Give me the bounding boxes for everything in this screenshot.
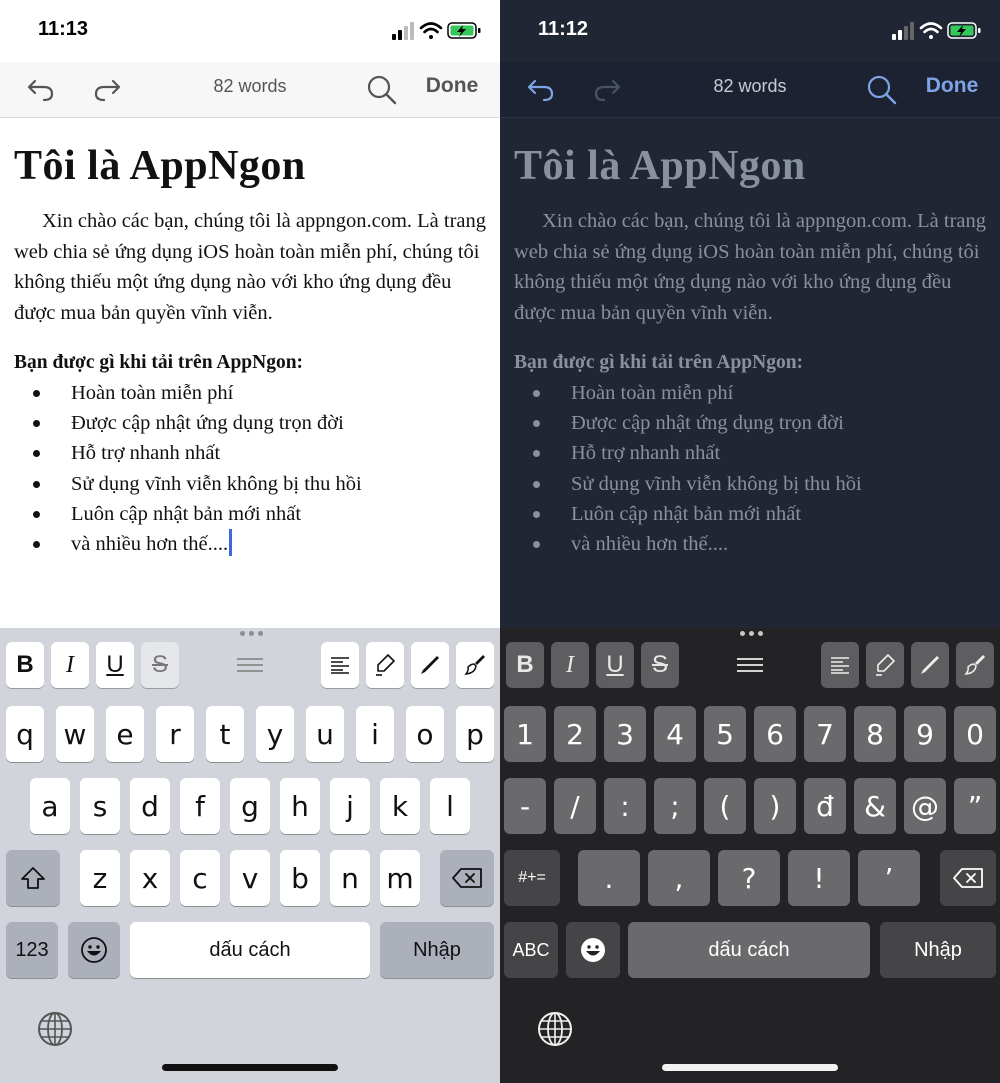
pen-button[interactable] bbox=[911, 642, 949, 688]
align-left-icon bbox=[330, 656, 350, 674]
document-paragraph: Xin chào các bạn, chúng tôi là appngon.com. Là trang web chia sẻ ứng dụng iOS hoàn toàn miễn phí, chúng tôi không thiếu một ứng dụng nào với kho ứng dụng đều được mua bản quyền vĩnh viễn. bbox=[14, 210, 487, 324]
key-o[interactable]: o bbox=[406, 706, 444, 762]
wifi-icon bbox=[921, 24, 941, 40]
list-item: Được cập nhật ứng dụng trọn đời bbox=[514, 408, 994, 438]
key-x[interactable]: x bbox=[130, 850, 170, 906]
bold-button[interactable]: B bbox=[6, 642, 44, 688]
highlight-button[interactable] bbox=[866, 642, 904, 688]
list-item: Luôn cập nhật bản mới nhất bbox=[14, 499, 494, 529]
key-comma[interactable]: , bbox=[648, 850, 710, 906]
document-subheading: Bạn được gì khi tải trên AppNgon: bbox=[514, 352, 804, 373]
undo-icon bbox=[24, 77, 56, 103]
undo-button[interactable] bbox=[20, 70, 60, 110]
status-icons bbox=[390, 20, 490, 42]
key-slash[interactable]: / bbox=[554, 778, 596, 834]
pen-icon bbox=[919, 654, 941, 676]
highlighter-icon bbox=[374, 653, 396, 677]
key-at[interactable]: @ bbox=[904, 778, 946, 834]
key-j[interactable]: j bbox=[330, 778, 370, 834]
bullet-dot bbox=[33, 541, 40, 548]
return-key[interactable]: Nhập bbox=[380, 922, 494, 978]
done-button[interactable]: Done bbox=[925, 74, 979, 97]
redo-button[interactable] bbox=[588, 70, 628, 110]
list-item: Hoàn toàn miễn phí bbox=[514, 378, 994, 408]
redo-icon bbox=[592, 77, 624, 103]
key-e[interactable]: e bbox=[106, 706, 144, 762]
wifi-icon bbox=[421, 24, 441, 40]
backspace-icon bbox=[952, 867, 984, 889]
emoji-key[interactable] bbox=[566, 922, 620, 978]
search-icon bbox=[366, 74, 398, 106]
key-p[interactable]: p bbox=[456, 706, 494, 762]
list-item: Được cập nhật ứng dụng trọn đời bbox=[14, 408, 494, 438]
key-apostrophe[interactable]: ’ bbox=[858, 850, 920, 906]
key-r[interactable]: r bbox=[156, 706, 194, 762]
home-indicator bbox=[662, 1064, 838, 1071]
bullet-dot bbox=[33, 420, 40, 427]
shift-key[interactable] bbox=[6, 850, 60, 906]
menu-lines-icon bbox=[736, 657, 764, 673]
editor-toolbar bbox=[500, 62, 1000, 118]
signal-icon bbox=[892, 22, 914, 40]
pen-button[interactable] bbox=[411, 642, 449, 688]
keyboard bbox=[500, 628, 1000, 1083]
key-y[interactable]: y bbox=[256, 706, 294, 762]
key-4[interactable]: 4 bbox=[654, 706, 696, 762]
key-semicolon[interactable]: ; bbox=[654, 778, 696, 834]
emoji-icon bbox=[579, 936, 607, 964]
key-b[interactable]: b bbox=[280, 850, 320, 906]
brush-button[interactable] bbox=[956, 642, 994, 688]
document-title: Tôi là AppNgon bbox=[514, 143, 806, 189]
highlighter-icon bbox=[874, 653, 896, 677]
bullet-dot bbox=[33, 450, 40, 457]
key-5[interactable]: 5 bbox=[704, 706, 746, 762]
document-body[interactable] bbox=[14, 118, 494, 628]
key-8[interactable]: 8 bbox=[854, 706, 896, 762]
key-z[interactable]: z bbox=[80, 850, 120, 906]
backspace-key[interactable] bbox=[940, 850, 996, 906]
key-3[interactable]: 3 bbox=[604, 706, 646, 762]
italic-button[interactable]: I bbox=[51, 642, 89, 688]
key-u[interactable]: u bbox=[306, 706, 344, 762]
key-9[interactable]: 9 bbox=[904, 706, 946, 762]
list-item: Luôn cập nhật bản mới nhất bbox=[514, 499, 994, 529]
status-time: 11:12 bbox=[538, 18, 589, 40]
align-left-icon bbox=[830, 656, 850, 674]
globe-icon[interactable] bbox=[536, 1010, 574, 1048]
search-icon bbox=[866, 74, 898, 106]
list-item: Hỗ trợ nhanh nhất bbox=[14, 438, 494, 468]
text-caret bbox=[229, 529, 232, 556]
bold-button[interactable]: B bbox=[506, 642, 544, 688]
battery-icon bbox=[948, 23, 981, 38]
undo-icon bbox=[524, 77, 556, 103]
bullet-dot bbox=[533, 541, 540, 548]
key-t[interactable]: t bbox=[206, 706, 244, 762]
space-key[interactable]: dấu cách bbox=[130, 922, 370, 978]
globe-icon[interactable] bbox=[36, 1010, 74, 1048]
key-i[interactable]: i bbox=[356, 706, 394, 762]
key-d-stroke[interactable]: đ bbox=[804, 778, 846, 834]
dark-theme-screen bbox=[500, 0, 1000, 1083]
search-button[interactable] bbox=[862, 70, 902, 110]
bullet-list bbox=[14, 378, 494, 559]
key-hyphen[interactable]: - bbox=[504, 778, 546, 834]
backspace-icon bbox=[451, 867, 483, 889]
bullet-list bbox=[514, 378, 994, 559]
signal-icon bbox=[392, 22, 414, 40]
key-open-paren[interactable]: ( bbox=[704, 778, 746, 834]
key-7[interactable]: 7 bbox=[804, 706, 846, 762]
brush-button[interactable] bbox=[456, 642, 494, 688]
list-item: Sử dụng vĩnh viễn không bị thu hồi bbox=[514, 469, 994, 499]
key-close-paren[interactable]: ) bbox=[754, 778, 796, 834]
key-colon[interactable]: : bbox=[604, 778, 646, 834]
key-0[interactable]: 0 bbox=[954, 706, 996, 762]
menu-lines-icon bbox=[236, 657, 264, 673]
word-count: 82 words bbox=[713, 76, 787, 96]
bullet-dot bbox=[533, 390, 540, 397]
bullet-dot bbox=[533, 420, 540, 427]
bullet-dot bbox=[33, 390, 40, 397]
key-m[interactable]: m bbox=[380, 850, 420, 906]
backspace-key[interactable] bbox=[440, 850, 494, 906]
list-item: Sử dụng vĩnh viễn không bị thu hồi bbox=[14, 469, 494, 499]
document-body[interactable] bbox=[514, 118, 994, 628]
shift-icon bbox=[20, 866, 46, 890]
bullet-dot bbox=[533, 450, 540, 457]
keyboard-grabber[interactable] bbox=[236, 631, 266, 639]
keyboard bbox=[0, 628, 500, 1083]
key-c[interactable]: c bbox=[180, 850, 220, 906]
key-q[interactable]: q bbox=[6, 706, 44, 762]
pen-icon bbox=[419, 654, 441, 676]
status-icons bbox=[890, 20, 990, 42]
highlight-button[interactable] bbox=[366, 642, 404, 688]
bullet-dot bbox=[533, 481, 540, 488]
brush-icon bbox=[963, 653, 987, 677]
key-l[interactable]: l bbox=[430, 778, 470, 834]
key-quote[interactable]: ” bbox=[954, 778, 996, 834]
undo-button[interactable] bbox=[520, 70, 560, 110]
list-item: Hỗ trợ nhanh nhất bbox=[514, 438, 994, 468]
key-exclaim[interactable]: ! bbox=[788, 850, 850, 906]
return-key[interactable]: Nhập bbox=[880, 922, 996, 978]
list-item: và nhiều hơn thế.... bbox=[514, 529, 994, 559]
key-2[interactable]: 2 bbox=[554, 706, 596, 762]
editor-toolbar bbox=[0, 62, 500, 118]
home-indicator bbox=[162, 1064, 338, 1071]
key-v[interactable]: v bbox=[230, 850, 270, 906]
brush-icon bbox=[463, 653, 487, 677]
emoji-key[interactable] bbox=[68, 922, 120, 978]
redo-icon bbox=[92, 77, 124, 103]
numbers-key[interactable]: 123 bbox=[6, 922, 58, 978]
battery-icon bbox=[448, 23, 481, 38]
key-w[interactable]: w bbox=[56, 706, 94, 762]
underline-button[interactable]: U bbox=[96, 642, 134, 688]
bullet-dot bbox=[533, 511, 540, 518]
emoji-icon bbox=[80, 936, 108, 964]
strikethrough-button[interactable]: S bbox=[141, 642, 179, 688]
key-a[interactable]: a bbox=[30, 778, 70, 834]
space-key[interactable]: dấu cách bbox=[628, 922, 870, 978]
word-count: 82 words bbox=[213, 76, 287, 96]
key-d[interactable]: d bbox=[130, 778, 170, 834]
underline-button[interactable]: U bbox=[596, 642, 634, 688]
status-time: 11:13 bbox=[38, 18, 89, 40]
key-f[interactable]: f bbox=[180, 778, 220, 834]
keyboard-grabber[interactable] bbox=[736, 631, 766, 639]
key-k[interactable]: k bbox=[380, 778, 420, 834]
abc-key[interactable]: ABC bbox=[504, 922, 558, 978]
key-ampersand[interactable]: & bbox=[854, 778, 896, 834]
key-s[interactable]: s bbox=[80, 778, 120, 834]
key-g[interactable]: g bbox=[230, 778, 270, 834]
italic-button[interactable]: I bbox=[551, 642, 589, 688]
document-paragraph: Xin chào các bạn, chúng tôi là appngon.com. Là trang web chia sẻ ứng dụng iOS hoàn toàn miễn phí, chúng tôi không thiếu một ứng dụng nào với kho ứng dụng đều được mua bản quyền vĩnh viễn. bbox=[514, 210, 987, 324]
redo-button[interactable] bbox=[88, 70, 128, 110]
list-item: Hoàn toàn miễn phí bbox=[14, 378, 494, 408]
status-bar bbox=[500, 0, 1000, 62]
paragraph-style-button[interactable] bbox=[231, 642, 269, 688]
paragraph-style-button[interactable] bbox=[731, 642, 769, 688]
document-title: Tôi là AppNgon bbox=[14, 143, 306, 189]
key-h[interactable]: h bbox=[280, 778, 320, 834]
status-bar bbox=[0, 0, 500, 62]
align-button[interactable] bbox=[821, 642, 859, 688]
key-n[interactable]: n bbox=[330, 850, 370, 906]
align-button[interactable] bbox=[321, 642, 359, 688]
bullet-dot bbox=[33, 511, 40, 518]
symbols-key[interactable]: #+= bbox=[504, 850, 560, 906]
key-6[interactable]: 6 bbox=[754, 706, 796, 762]
bullet-dot bbox=[33, 481, 40, 488]
key-question[interactable]: ? bbox=[718, 850, 780, 906]
document-subheading: Bạn được gì khi tải trên AppNgon: bbox=[14, 352, 304, 373]
strikethrough-button[interactable]: S bbox=[641, 642, 679, 688]
done-button[interactable]: Done bbox=[425, 74, 479, 97]
key-1[interactable]: 1 bbox=[504, 706, 546, 762]
list-item: và nhiều hơn thế.... bbox=[14, 529, 494, 559]
search-button[interactable] bbox=[362, 70, 402, 110]
key-period[interactable]: . bbox=[578, 850, 640, 906]
